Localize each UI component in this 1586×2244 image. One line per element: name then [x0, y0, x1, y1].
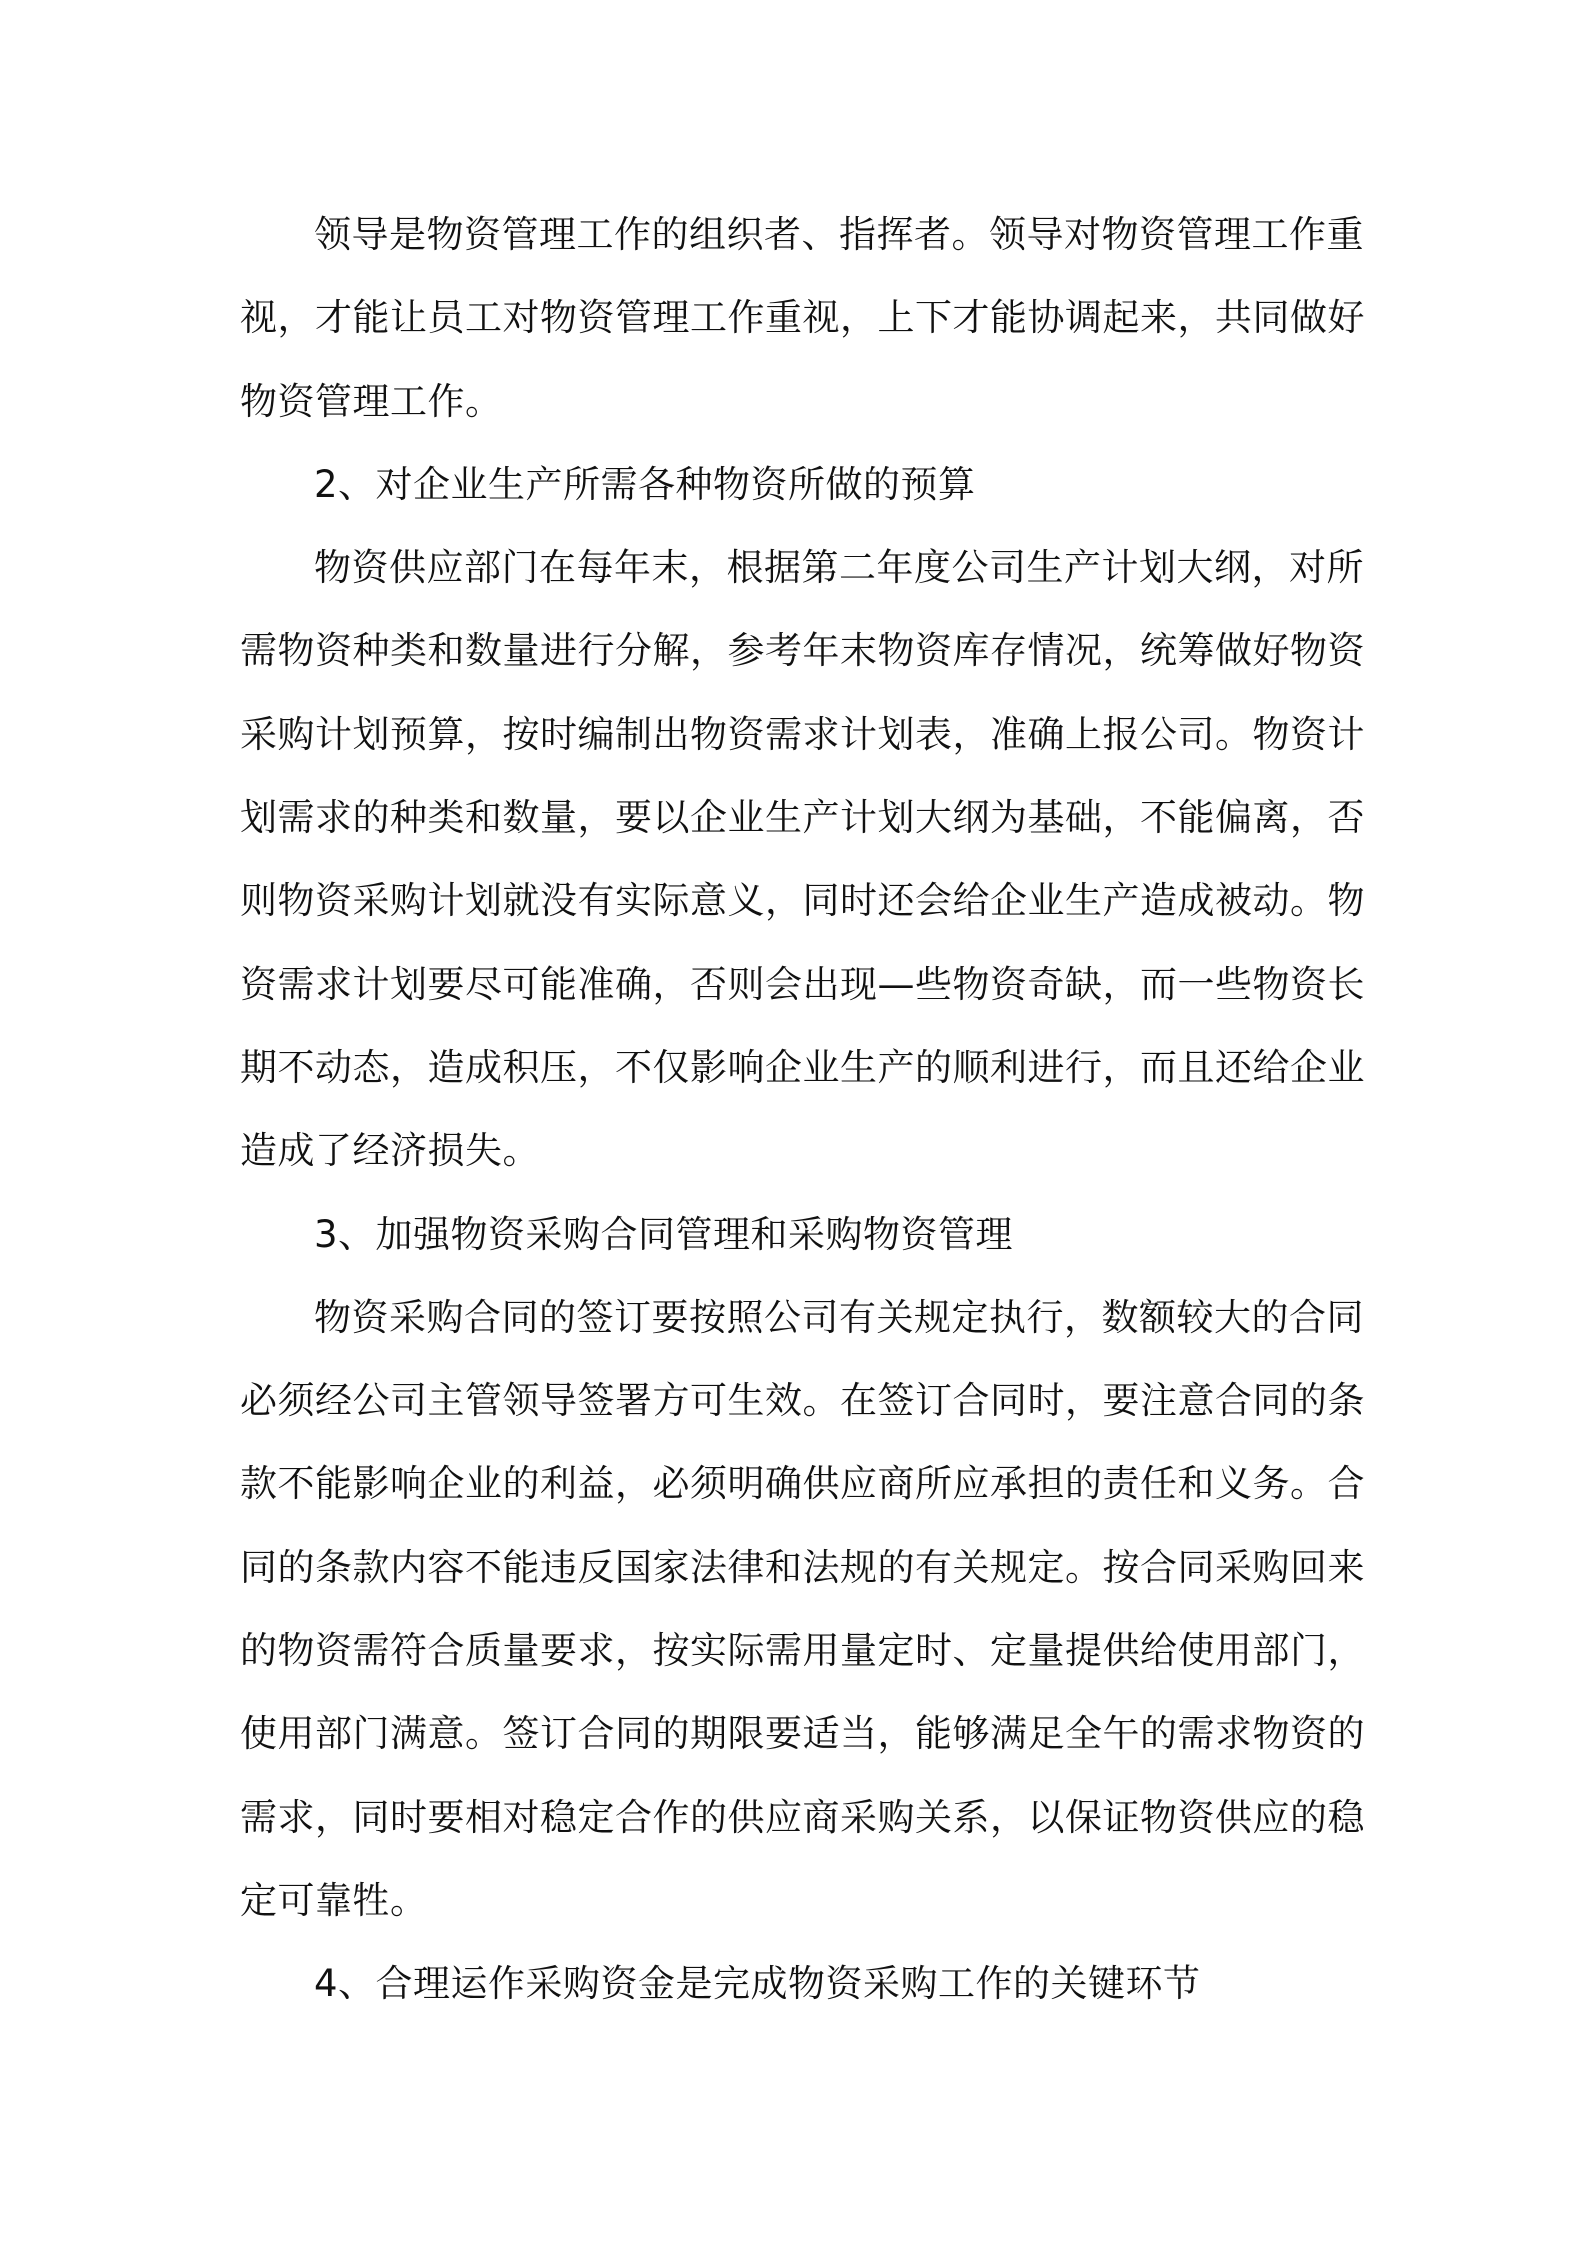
paragraph-line: 物资供应部门在每年末，根据第二年度公司生产计划大纲，对所 [314, 546, 1364, 590]
section-heading: 2、对企业生产所需各种物资所做的预算 [314, 462, 976, 506]
paragraph-line: 划需求的种类和数量，要以企业生产计划大纲为基础，不能偏离，否 [240, 796, 1365, 840]
paragraph-line: 需求，同时要相对稳定合作的供应商采购关系，以保证物资供应的稳 [240, 1795, 1365, 1839]
section-heading: 3、加强物资采购合同管理和采购物资管理 [314, 1212, 1014, 1256]
paragraph-line: 资需求计划要尽可能准确，否则会出现—些物资奇缺，而一些物资长 [240, 962, 1365, 1006]
paragraph-line: 物资采购合同的签订要按照公司有关规定执行，数额较大的合同 [314, 1295, 1364, 1339]
paragraph-line: 领导是物资管理工作的组织者、指挥者。领导对物资管理工作重 [314, 213, 1364, 256]
paragraph-line: 需物资种类和数量进行分解，参考年末物资库存情况，统筹做好物资 [240, 629, 1365, 673]
paragraph-line: 必须经公司主管领导签署方可生效。在签订合同时，要注意合同的条 [240, 1379, 1365, 1423]
section-heading: 4、合理运作采购资金是完成物资采购工作的关键环节 [314, 1962, 1201, 2006]
paragraph-line: 造成了经济损失。 [240, 1129, 540, 1173]
paragraph-line: 同的条款内容不能违反国家法律和法规的有关规定。按合同采购回来 [240, 1545, 1365, 1589]
paragraph-line: 视，才能让员工对物资管理工作重视，上下才能协调起来，共同做好 [240, 296, 1365, 340]
paragraph-line: 定可靠牲。 [240, 1878, 428, 1922]
paragraph-line: 款不能影响企业的利益，必须明确供应商所应承担的责任和义务。合 [240, 1462, 1365, 1506]
document-body [240, 193, 1365, 2026]
paragraph-line: 物资管理工作。 [240, 379, 503, 423]
paragraph-line: 期不动态，造成积压，不仅影响企业生产的顺利进行，而且还给企业 [240, 1045, 1365, 1089]
paragraph-line: 采购计划预算，按时编制出物资需求计划表，准确上报公司。物资计 [240, 712, 1365, 756]
paragraph-line: 使用部门满意。签订合同的期限要适当，能够满足全午的需求物资的 [240, 1712, 1365, 1756]
paragraph-line: 则物资采购计划就没有实际意义，同时还会给企业生产造成被动。物 [240, 879, 1365, 923]
paragraph-line: 的物资需符合质量要求，按实际需用量定时、定量提供给使用部门， [240, 1629, 1365, 1673]
